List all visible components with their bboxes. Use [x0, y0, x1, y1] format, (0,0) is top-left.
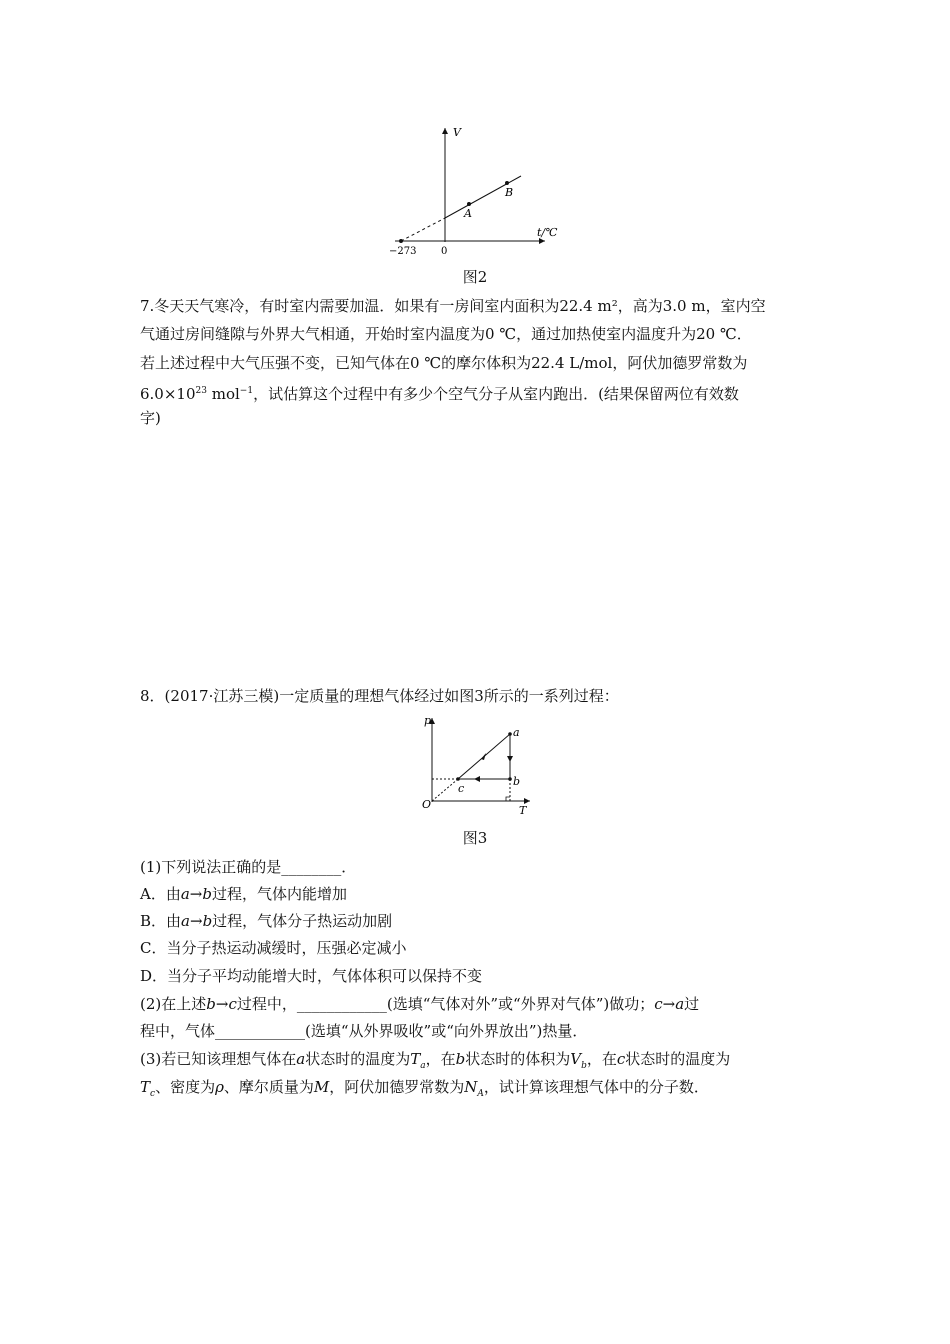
point-a-label: A [464, 207, 472, 220]
minus-273-label: −273 [389, 246, 417, 257]
T-axis-label: T [519, 804, 527, 817]
v-axis-label: V [453, 126, 461, 139]
origin-to-c-dashed [432, 779, 458, 801]
point-a-dot [467, 202, 471, 206]
t-axis-label: t/℃ [537, 226, 558, 239]
q7-line-3: 若上述过程中大气压强不变，已知气体在0 ℃的摩尔体积为22.4 L/mol，阿伏加德罗常数为 [140, 354, 748, 372]
q8-part-3-line-1: (3)若已知该理想气体在a状态时的温度为$T_a$，在b状态时的体积为$V_b$，在c状态时的温度为 [140, 1050, 731, 1071]
q8-option-c: C．当分子热运动减缓时，压强必定减小 [140, 939, 407, 957]
point-c-label: c [458, 782, 465, 795]
point-a-dot [508, 732, 512, 736]
origin-O-label: O [422, 798, 432, 811]
point-b-dot [508, 777, 512, 781]
q8-intro: 8．(2017·江苏三模)一定质量的理想气体经过如图3所示的一系列过程： [140, 687, 619, 705]
bc-direction-arrow [474, 776, 480, 782]
point-b-label: B [505, 186, 514, 199]
point-c-dot [456, 777, 460, 781]
q8-part-2-line-2: 程中，气体____________(选填“从外界吸收”或“向外界放出”)热量． [140, 1022, 588, 1040]
q7-line-2: 气通过房间缝隙与外界大气相通，开始时室内温度为0 ℃，通过加热使室内温度升为20 ℃． [140, 325, 752, 343]
q7-line-1: 7.冬天天气寒冷，有时室内需要加温．如果有一房间室内面积为22.4 m²，高为3.0 m，室内空 [140, 297, 766, 315]
q7-line-4: $6.0\times 10^{23}$ mol$^{-1}$，试估算这个过程中有多少个空气分子从室内跑出．(结果保留两位有效数 [140, 385, 739, 403]
q8-part-1: (1)下列说法正确的是________． [140, 858, 357, 876]
q8-option-d: D．当分子平均动能增大时，气体体积可以保持不变 [140, 967, 483, 985]
ca-direction-arrow [481, 753, 486, 760]
q7-line-5: 字) [140, 409, 161, 427]
figure-2-caption: 图2 [462, 268, 488, 286]
q8-part-2-line-1: (2)在上述b→c过程中，____________(选填“气体对外”或“外界对气体”)做功；c→a过 [140, 995, 700, 1013]
q8-option-b: B．由a→b过程，气体分子热运动加剧 [140, 912, 393, 930]
figure-2-vt-graph [385, 120, 575, 260]
point-minus-273 [399, 239, 403, 243]
point-b-label: b [513, 775, 521, 788]
point-a-label: a [513, 726, 520, 739]
ab-direction-arrow [507, 756, 513, 762]
point-b-dot [505, 181, 509, 185]
figure-3-caption: 图3 [462, 829, 488, 847]
p-axis-label: p [424, 714, 432, 727]
origin-label: 0 [441, 246, 448, 257]
q8-option-a: A．由a→b过程，气体内能增加 [140, 885, 347, 903]
q8-part-3-line-2: $T_c$、密度为ρ、摩尔质量为M，阿伏加德罗常数为$N_A$，试计算该理想气体中的分子数． [140, 1078, 709, 1099]
right-angle-mark [506, 797, 510, 801]
extrapolated-dashed-line [401, 218, 445, 241]
figure-3-pt-graph [418, 712, 538, 820]
